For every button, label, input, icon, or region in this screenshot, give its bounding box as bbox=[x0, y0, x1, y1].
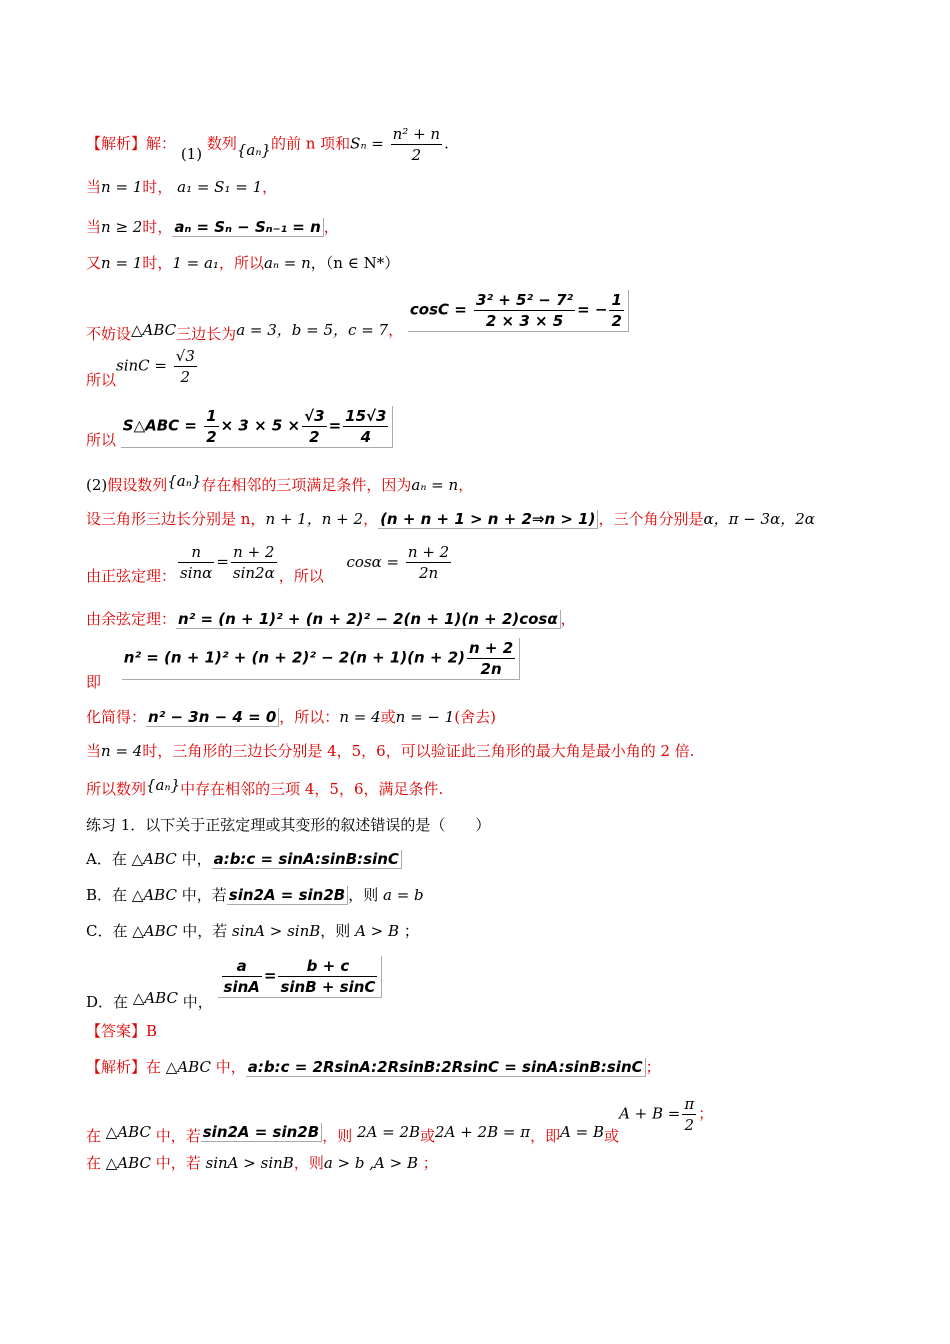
text-lines-l8-c: {aₙ} bbox=[167, 472, 202, 490]
text-lines-l23-m: ； bbox=[698, 1104, 714, 1123]
text-lines-l24-c: 中，若 bbox=[155, 1154, 201, 1172]
text-lines-l24-e: ，则 bbox=[293, 1154, 324, 1172]
text-lines-l3-d: aₙ = Sₙ − Sₙ₋₁ = n bbox=[172, 218, 323, 237]
text-lines-l23-f: 2A = 2B bbox=[356, 1122, 421, 1141]
text-lines-l7-eq: = bbox=[328, 416, 342, 435]
text-lines-l7-d2: 2 bbox=[309, 428, 320, 446]
text-lines-l5-den: 2 × 3 × 5 bbox=[485, 312, 564, 330]
text-lines-l22-d: a:b:c = 2RsinA:2RsinB:2RsinC = sinA:sinB:sinC bbox=[246, 1058, 646, 1077]
text-lines-l3-e: ， bbox=[323, 218, 339, 236]
text-lines-l1-num: n² + n bbox=[392, 125, 441, 143]
text-lines-l15-c: 中存在相邻的三项 4，5，6，满足条件. bbox=[180, 780, 444, 798]
option-b bbox=[86, 884, 424, 906]
text-lines-l20-b: △ABC bbox=[132, 988, 178, 1007]
text-lines-l23-g: 或 bbox=[420, 1126, 436, 1145]
text-lines-l23-c: 中，若 bbox=[155, 1126, 201, 1145]
text-lines-l10-eq: = bbox=[216, 552, 229, 571]
text-lines-l13-e: 或 bbox=[380, 708, 396, 726]
cosc-formula bbox=[408, 290, 629, 332]
sn-fraction bbox=[391, 124, 442, 165]
text-lines-l10-d2: sin2α bbox=[232, 564, 275, 582]
text-lines-l11-c: ， bbox=[560, 610, 576, 628]
text-lines-l1-an: {aₙ} bbox=[236, 140, 271, 159]
text-lines-l12-a: 即 bbox=[86, 672, 102, 691]
text-lines-l8-e: aₙ = n bbox=[411, 476, 459, 494]
text-lines-l19-c: 中，若 bbox=[182, 922, 228, 940]
text-lines-l19-e: ，则 bbox=[320, 922, 351, 940]
text-lines-l2-e: ， bbox=[262, 178, 278, 196]
fraction bbox=[174, 346, 197, 387]
text-lines-l24-a: 在 bbox=[86, 1154, 102, 1172]
text-lines-l1-jie: 解： bbox=[146, 134, 177, 153]
text-lines-l4-g: ，（n ∈ N*） bbox=[310, 254, 400, 272]
analysis-line-3 bbox=[86, 216, 339, 238]
text-lines-l24-b: △ABC bbox=[105, 1154, 151, 1172]
text-lines-l18-b: △ABC bbox=[131, 886, 177, 904]
text-lines-l4-a: 又 bbox=[86, 254, 102, 272]
text-lines-l17-a: A．在 bbox=[86, 850, 127, 868]
text-lines-l7-n3: 15√3 bbox=[345, 407, 387, 425]
text-lines-l20-n1: a bbox=[222, 956, 262, 977]
text-lines-l5-cos: cosC = bbox=[409, 300, 473, 319]
text-lines-l10-n3: n + 2 bbox=[407, 543, 450, 561]
formula-box bbox=[121, 406, 394, 448]
text-lines-l10-n2: n + 2 bbox=[231, 542, 277, 563]
text-lines-l12-num: n + 2 bbox=[469, 639, 514, 657]
text-lines-l23-h: 2A + 2B = π bbox=[435, 1122, 531, 1141]
text-lines-l18-f: a = b bbox=[383, 886, 424, 904]
text-lines-l5-d: a = 3，b = 5，c = 7 bbox=[236, 320, 389, 339]
text-lines-l3-c: 时， bbox=[142, 218, 173, 236]
text-lines-l10-n1: n bbox=[178, 542, 214, 563]
text-lines-l22-b: △ABC bbox=[165, 1058, 211, 1076]
text-lines-l17-b: △ABC bbox=[131, 850, 177, 868]
text-lines-l20-n2: b + c bbox=[278, 956, 377, 977]
text-lines-l2-c: 时， bbox=[142, 178, 173, 196]
fraction bbox=[406, 542, 451, 583]
text-lines-l9-f: α，π − 3α，2α bbox=[703, 510, 815, 528]
option-a bbox=[86, 848, 402, 870]
text-lines-l8-f: ， bbox=[458, 476, 474, 494]
text-lines-l24-f: a > b ,A > B bbox=[323, 1154, 418, 1172]
text-lines-l8-d: 存在相邻的三项满足条件，因为 bbox=[201, 476, 412, 494]
analysis-line-15 bbox=[86, 778, 443, 800]
text-lines-l5-a: 不妨设 bbox=[86, 324, 132, 343]
text-lines-l20-d2: sinB + sinC bbox=[280, 978, 376, 996]
text-lines-l1-sn: Sₙ = bbox=[350, 134, 389, 153]
text-lines-l24-g: ； bbox=[422, 1154, 438, 1172]
analysis-line-6 bbox=[86, 346, 199, 387]
text-lines-l2-b: n = 1 bbox=[101, 178, 143, 196]
analysis-line-22 bbox=[86, 1056, 661, 1078]
analysis-line-12 bbox=[86, 638, 520, 691]
text-lines-l4-e: ，所以 bbox=[218, 254, 264, 272]
text-lines-l8-b: 假设数列 bbox=[107, 476, 168, 494]
text-lines-l23-k: 或 bbox=[604, 1126, 620, 1145]
fraction bbox=[682, 1094, 696, 1135]
text-lines-l13-g: (舍去) bbox=[454, 708, 497, 726]
text-lines-l23-den: 2 bbox=[684, 1116, 695, 1134]
text-lines-l9-b: n + 1，n + 2 bbox=[265, 510, 364, 528]
analysis-line-10 bbox=[86, 542, 453, 583]
text-lines-l1-p1: (1) bbox=[180, 144, 203, 163]
text-lines-l5-eq: = − bbox=[577, 300, 608, 319]
text-lines-l20-eq: = bbox=[263, 966, 277, 985]
text-lines-l7-d3: 4 bbox=[360, 428, 372, 446]
fraction bbox=[278, 956, 377, 997]
text-lines-l15-b: {aₙ} bbox=[146, 776, 181, 794]
analysis-line-1 bbox=[86, 124, 449, 165]
text-lines-l5-c: 三边长为 bbox=[176, 324, 237, 343]
formula-box bbox=[218, 956, 383, 998]
fraction bbox=[204, 406, 218, 447]
analysis-line-14 bbox=[86, 740, 695, 762]
text-lines-l9-e: ，三个角分别是 bbox=[598, 510, 704, 528]
analysis-line-24 bbox=[86, 1152, 438, 1174]
fraction bbox=[343, 406, 388, 447]
text-lines-l7-d1: 2 bbox=[206, 428, 217, 446]
text-lines-l23-num: π bbox=[684, 1095, 695, 1113]
text-lines-l18-a: B．在 bbox=[86, 886, 128, 904]
fraction bbox=[302, 406, 326, 447]
text-lines-l24-d: sinA > sinB bbox=[205, 1154, 294, 1172]
text-lines-l5-n2: 1 bbox=[611, 291, 622, 309]
answer-line bbox=[86, 1020, 157, 1042]
text-lines-l15-a: 所以数列 bbox=[86, 780, 147, 798]
option-c bbox=[86, 920, 419, 942]
fraction bbox=[231, 542, 277, 583]
text-lines-l7-n2: √3 bbox=[304, 407, 325, 425]
text-lines-l11-b: n² = (n + 1)² + (n + 2)² − 2(n + 1)(n + 2)cosα bbox=[176, 610, 561, 629]
text-lines-l10-d3: 2n bbox=[418, 564, 439, 582]
text-lines-l11-a: 由余弦定理： bbox=[86, 610, 177, 628]
analysis-line-7 bbox=[86, 406, 393, 448]
text-lines-l19-f: A > B bbox=[355, 922, 400, 940]
text-lines-l7-a: 所以 bbox=[86, 430, 117, 449]
text-lines-l7-n1: 1 bbox=[206, 407, 217, 425]
text-lines-l22-c: 中， bbox=[215, 1058, 246, 1076]
text-lines-l2-d: a₁ = S₁ = 1 bbox=[177, 178, 263, 196]
text-lines-l5-b: △ABC bbox=[131, 320, 177, 339]
text-lines-l20-a: D．在 bbox=[86, 992, 129, 1011]
text-lines-l4-b: n = 1 bbox=[101, 254, 143, 272]
text-lines-l18-c: 中，若 bbox=[181, 886, 227, 904]
text-lines-l19-d: sinA > sinB bbox=[232, 922, 321, 940]
text-lines-l12-b: n² = (n + 1)² + (n + 2)² − 2(n + 1)(n + 2) bbox=[123, 648, 466, 667]
text-lines-l3-b: n ≥ 2 bbox=[101, 218, 143, 236]
text-lines-l10-cos: cosα = bbox=[346, 552, 404, 571]
text-lines-l22-e: ； bbox=[645, 1058, 661, 1076]
text-lines-l23-d: sin2A = sin2B bbox=[201, 1123, 322, 1142]
text-lines-l8-a: (2) bbox=[86, 476, 108, 494]
text-lines-l2-a: 当 bbox=[86, 178, 102, 196]
text-lines-l14-a: 当 bbox=[86, 742, 102, 760]
analysis-line-8 bbox=[86, 474, 473, 496]
option-d bbox=[86, 956, 382, 1011]
text-lines-l23-e: ，则 bbox=[322, 1126, 353, 1145]
fraction bbox=[222, 956, 262, 997]
text-lines-l1-qian: 的前 n 项和 bbox=[270, 134, 351, 153]
text-lines-l7-s: S△ABC = bbox=[122, 416, 203, 435]
text-lines-l6-den: 2 bbox=[180, 368, 191, 386]
text-lines-l3-a: 当 bbox=[86, 218, 102, 236]
text-lines-l9-d: (n + n + 1 > n + 2⇒n > 1) bbox=[378, 510, 598, 529]
fraction bbox=[609, 290, 623, 331]
text-lines-l10-d1: sinα bbox=[180, 564, 213, 582]
text-lines-l14-b: n = 4 bbox=[101, 742, 143, 760]
text-lines-l6-sin: sinC = bbox=[116, 356, 172, 375]
text-lines-l10-b: ，所以 bbox=[278, 566, 324, 585]
text-lines-l9-a: 设三角形三边长分别是 n， bbox=[86, 510, 266, 528]
analysis-line-5 bbox=[86, 290, 629, 343]
text-lines-l1-end: . bbox=[444, 134, 449, 153]
formula-box bbox=[122, 638, 520, 680]
exercise-title bbox=[86, 814, 490, 836]
analysis-line-13 bbox=[86, 706, 496, 728]
text-lines-l22-a: 【解析】在 bbox=[86, 1058, 162, 1076]
text-lines-l20-d1: sinA bbox=[223, 978, 260, 996]
text-lines-l16-a: 练习 1．以下关于正弦定理或其变形的叙述错误的是（ ） bbox=[86, 816, 491, 834]
text-lines-l17-d: a:b:c = sinA:sinB:sinC bbox=[212, 850, 402, 869]
text-lines-l13-b: n² − 3n − 4 = 0 bbox=[146, 708, 279, 727]
analysis-line-4 bbox=[86, 252, 399, 274]
text-lines-l18-e: ，则 bbox=[348, 886, 379, 904]
text-lines-l19-b: △ABC bbox=[132, 922, 178, 940]
fraction bbox=[467, 638, 515, 679]
analysis-line-2 bbox=[86, 176, 277, 198]
text-lines-l23-a: 在 bbox=[86, 1126, 102, 1145]
text-lines-l19-g: ； bbox=[403, 922, 419, 940]
text-lines-l18-d: sin2A = sin2B bbox=[227, 886, 348, 905]
text-lines-l1-shulie: 数列 bbox=[206, 134, 237, 153]
fraction bbox=[474, 290, 575, 331]
text-lines-l5-d2: 2 bbox=[611, 312, 622, 330]
text-lines-l13-d: n = 4 bbox=[339, 708, 381, 726]
text-lines-l13-f: n = − 1 bbox=[395, 708, 455, 726]
text-lines-l23-l: A + B = bbox=[619, 1104, 681, 1123]
analysis-line-23 bbox=[86, 1094, 714, 1145]
text-lines-l6-a: 所以 bbox=[86, 370, 117, 389]
text-lines-l7-mid: × 3 × 5 × bbox=[220, 416, 301, 435]
text-lines-l23-b: △ABC bbox=[105, 1122, 151, 1141]
text-lines-l13-a: 化简得： bbox=[86, 708, 147, 726]
text-lines-l5-e: ， bbox=[388, 320, 404, 339]
fraction bbox=[178, 542, 214, 583]
text-lines-l9-c: ， bbox=[363, 510, 379, 528]
text-lines-l19-a: C．在 bbox=[86, 922, 128, 940]
text-lines-l10-a: 由正弦定理： bbox=[86, 566, 177, 585]
text-lines-l4-d: 1 = a₁ bbox=[172, 254, 219, 272]
analysis-tag: 【解析】 bbox=[86, 134, 147, 153]
text-lines-l5-num: 3² + 5² − 7² bbox=[476, 291, 574, 309]
analysis-line-9 bbox=[86, 508, 815, 530]
text-lines-l4-c: 时， bbox=[142, 254, 173, 272]
text-lines-l21-a: 【答案】B bbox=[86, 1022, 158, 1040]
analysis-line-11 bbox=[86, 608, 576, 630]
text-lines-l14-c: 时，三角形的三边长分别是 4，5，6，可以验证此三角形的最大角是最小角的 2 倍. bbox=[142, 742, 695, 760]
text-lines-l12-den: 2n bbox=[480, 660, 502, 678]
text-lines-l17-c: 中， bbox=[181, 850, 212, 868]
text-lines-l1-den: 2 bbox=[411, 146, 422, 164]
text-lines-l13-c: ，所以： bbox=[279, 708, 340, 726]
text-lines-l23-j: A = B bbox=[560, 1122, 605, 1141]
text-lines-l23-i: ，即 bbox=[530, 1126, 561, 1145]
text-lines-l4-f: aₙ = n bbox=[263, 254, 311, 272]
text-lines-l6-num: √3 bbox=[175, 347, 195, 365]
text-lines-l20-c: 中， bbox=[182, 992, 213, 1011]
